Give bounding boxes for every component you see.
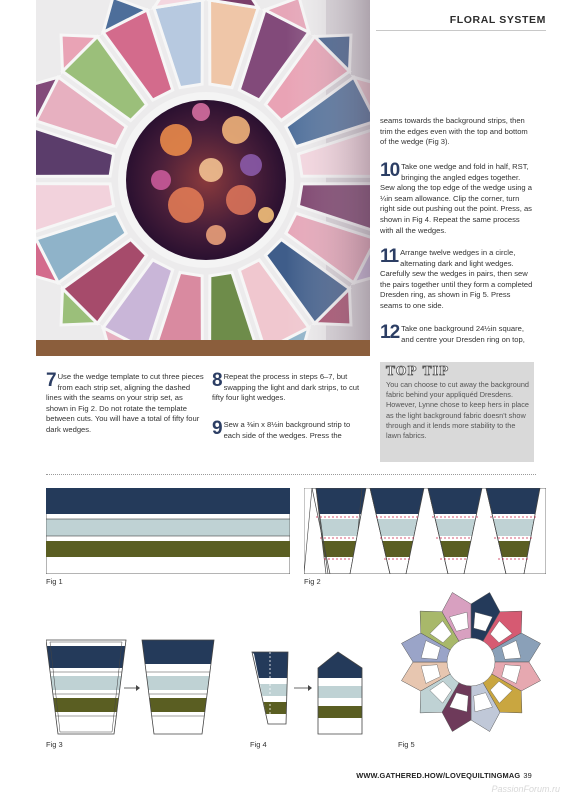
step-text: Sew a ⅜in x 8½in background strip to each side of the wedges. Press the [223,420,351,440]
fig1-caption: Fig 1 [46,577,63,586]
fig5-caption: Fig 5 [398,740,415,749]
step-7 [46,372,204,436]
step-9 [212,420,364,441]
top-tip-title: TOP TIP [386,364,450,378]
fig3-wedge-with-strips [46,636,216,736]
fig4-folded-wedge [250,650,370,736]
page-number: 39 [523,771,532,780]
watermark: PassionForum.ru [491,784,560,794]
step-number: 7 [46,370,56,391]
step-text: Take one wedge and fold in half, RST, bringing the angled edges together. Sew along the top edge of the wedge using a ¼in seam allowance. Clip the corner, turn right side out pushing out the point. Press, as shown in Fig 4. Repeat the same process with all the wedges. [380,162,532,235]
step-number: 12 [380,322,400,343]
step-text: Arrange twelve wedges in a circle, alternating dark and light wedges. Carefully sew the wedges in pairs, then sew the pairs together until they form a completed Dresden ring, as shown in Fig 5. Press seams to one side. [380,248,533,310]
fig2-wedge-cutting [304,488,546,574]
step-number: 9 [212,418,222,439]
step-text: Use the wedge template to cut three pieces from each strip set, aligning the dashed lines with the seams on your strip set, as shown in Fig 2. Do not rotate the template between cuts. You will have a total of fifty four dark wedges. [46,372,204,434]
arrow-icon [124,685,140,691]
header-rule [376,30,546,31]
step-number: 8 [212,370,222,391]
step-10 [380,162,534,236]
section-title: FLORAL SYSTEM [449,14,546,26]
step-number: 10 [380,160,400,181]
quilt-photo [36,0,370,356]
section-divider [46,474,536,475]
arrow-icon [294,685,312,691]
fig5-dresden-ring [398,588,544,736]
step-12 [380,324,534,345]
step-number: 11 [380,246,399,267]
step-text: Repeat the process in steps 6–7, but swapping the light and dark strips, to cut fifty four light wedges. [212,372,360,403]
top-tip-text: You can choose to cut away the background fabric behind your appliquéd Dresdens. However, Lynne chose to keep hers in place as the light background fabric doesn't show through and it lends more stability to the lawn fabrics. [386,380,529,441]
step-11 [380,248,534,312]
fig1-strip-set [46,488,290,574]
footer-url [356,771,532,780]
fig4-caption: Fig 4 [250,740,267,749]
footer-url-text: WWW.GATHERED.HOW/LOVEQUILTINGMAG [356,771,521,780]
intro-paragraph: seams towards the background strips, then trim the edges even with the top and bottom of the wedge (Fig 3). [380,116,528,147]
step-8 [212,372,364,404]
step-text: Take one background 24½in square, and centre your Dresden ring on top, [401,324,525,344]
fig3-caption: Fig 3 [46,740,63,749]
fig2-caption: Fig 2 [304,577,321,586]
